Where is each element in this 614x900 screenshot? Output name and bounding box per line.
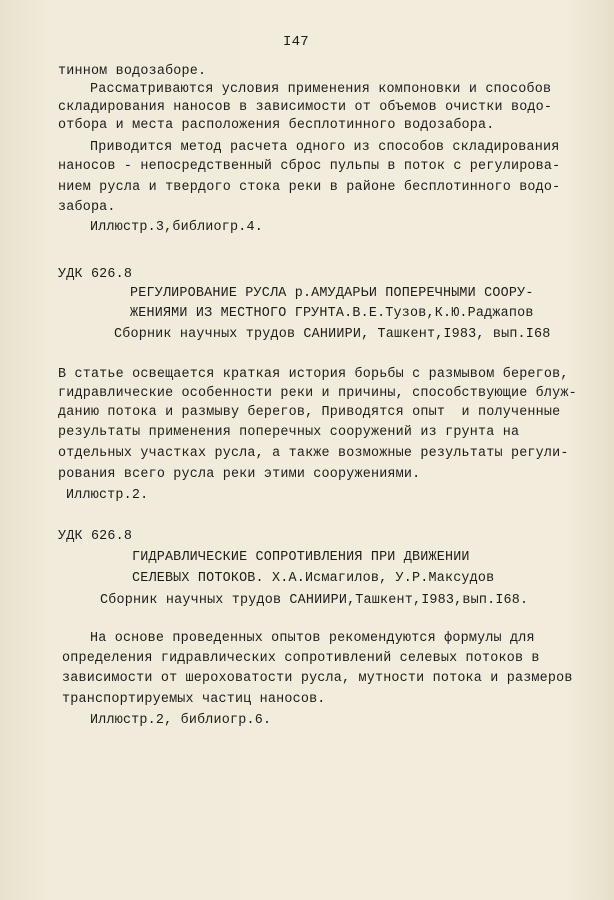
entry-body-line: транспортируемых частиц наносов. bbox=[62, 692, 326, 707]
entry-note: Иллюстр.2, библиогр.6. bbox=[90, 713, 272, 728]
entry-note: Иллюстр.2. bbox=[66, 488, 149, 503]
intro-note: Иллюстр.3,библиогр.4. bbox=[90, 220, 263, 235]
intro-line: тинном водозаборе. bbox=[58, 64, 207, 79]
entry-body-line: данию потока и размыву берегов, Приводятся опыт и полученные bbox=[58, 405, 561, 420]
entry-body-line: В статье освещается краткая история борьбы с размывом берегов, bbox=[58, 367, 569, 382]
entry-body-line: На основе проведенных опытов рекомендуются формулы для bbox=[90, 631, 535, 646]
entry-body-line: зависимости от шероховатости русла, мутности потока и размеров bbox=[62, 671, 573, 686]
page-number: I47 bbox=[283, 34, 309, 50]
entry-source: Сборник научных трудов САНИИРИ,Ташкент,I983,вып.I68. bbox=[100, 593, 529, 608]
entry-body-line: рования всего русла реки этими сооружениями. bbox=[58, 467, 421, 482]
entry-title-line: ЖЕНИЯМИ ИЗ МЕСТНОГО ГРУНТА.В.Е.Тузов,К.Ю.Раджапов bbox=[130, 306, 534, 321]
entry-body-line: результаты применения поперечных сооружений из грунта на bbox=[58, 425, 520, 440]
intro-p1-line: Рассматриваются условия применения компоновки и способов bbox=[90, 82, 552, 97]
entry-body-line: отдельных участках русла, а также возможные результаты регули- bbox=[58, 446, 569, 461]
intro-p2-line: нием русла и твердого стока реки в районе бесплотинного водо- bbox=[58, 180, 561, 195]
intro-p2-line: Приводится метод расчета одного из способов складирования bbox=[90, 140, 560, 155]
entry-title-line: СЕЛЕВЫХ ПОТОКОВ. Х.А.Исмагилов, У.Р.Максудов bbox=[132, 571, 495, 586]
intro-p2-line: наносов - непосредственный сброс пульпы в поток с регулирова- bbox=[58, 159, 561, 174]
udk-code: УДК 626.8 bbox=[58, 529, 133, 544]
udk-code: УДК 626.8 bbox=[58, 267, 133, 282]
intro-p1-line: складирования наносов в зависимости от объемов очистки водо- bbox=[58, 100, 553, 115]
entry-title-line: РЕГУЛИРОВАНИЕ РУСЛА р.АМУДАРЬИ ПОПЕРЕЧНЫМИ СООРУ- bbox=[130, 286, 534, 301]
intro-p2-line: забора. bbox=[58, 200, 116, 215]
entry-title-line: ГИДРАВЛИЧЕСКИЕ СОПРОТИВЛЕНИЯ ПРИ ДВИЖЕНИИ bbox=[132, 550, 470, 565]
entry-source: Сборник научных трудов САНИИРИ, Ташкент,I983, вып.I68 bbox=[114, 327, 551, 342]
entry-body-line: определения гидравлических сопротивлений селевых потоков в bbox=[62, 651, 540, 666]
intro-p1-line: отбора и места расположения бесплотинного водозабора. bbox=[58, 118, 495, 133]
entry-body-line: гидравлические особенности реки и причины, способствующие блуж- bbox=[58, 386, 577, 401]
